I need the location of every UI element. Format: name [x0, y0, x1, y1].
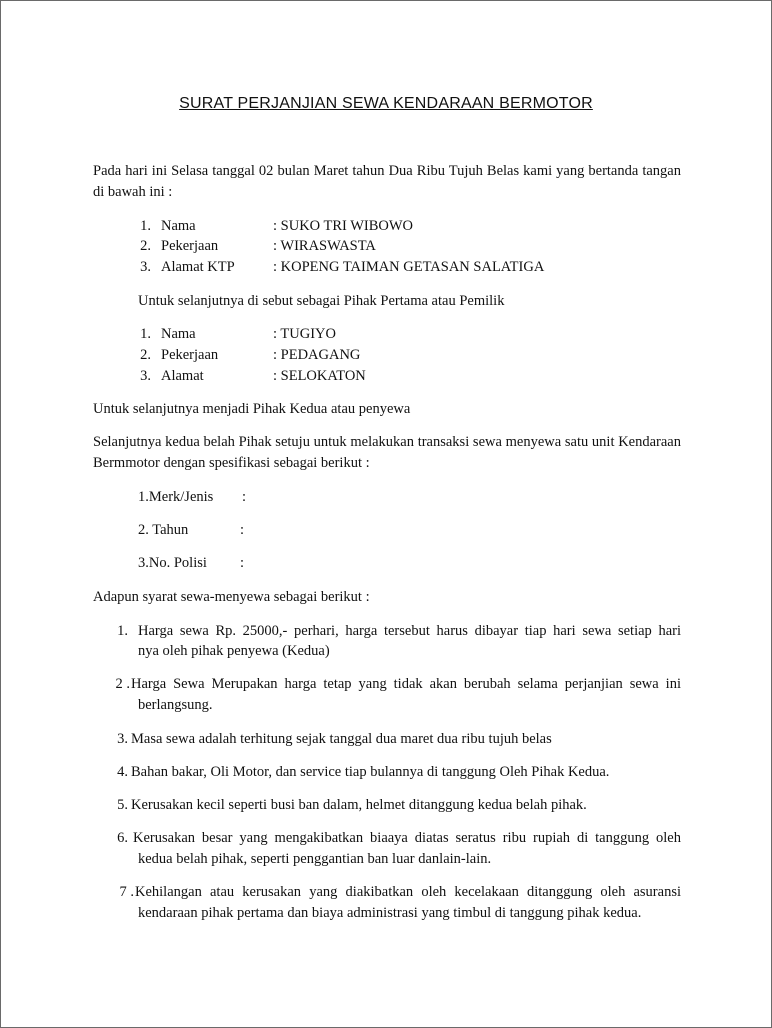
term-text-6: Kerusakan besar yang mengakibatkan biaaya diatas seratus ribu rupiah di tanggung oleh	[133, 830, 681, 846]
term-text-2b: berlangsung.	[138, 697, 213, 713]
party2-label-2: Pekerjaan	[161, 347, 219, 363]
party2-note: Untuk selanjutnya menjadi Pihak Kedua atau penyewa	[93, 401, 411, 417]
party1-num-3: 3.	[140, 259, 151, 275]
party1-note: Untuk selanjutnya di sebut sebagai Pihak Pertama atau Pemilik	[138, 293, 505, 309]
vehicle-colon-1: :	[242, 489, 247, 505]
party2-label-1: Nama	[161, 326, 196, 342]
document-title: SURAT PERJANJIAN SEWA KENDARAAN BERMOTOR	[179, 95, 593, 112]
party1-label-2: Pekerjaan	[161, 238, 219, 254]
term-num-6: 6.	[117, 830, 128, 846]
term-text-7b: kendaraan pihak pertama dan biaya administrasi yang timbul di tanggung pihak kedua.	[138, 905, 642, 921]
term-text-1b: nya oleh pihak penyewa (Kedua)	[138, 643, 330, 659]
party1-label-1: Nama	[161, 218, 196, 234]
term-text-3: Masa sewa adalah terhitung sejak tanggal dua maret dua ribu tujuh belas	[131, 731, 552, 747]
vehicle-colon-3: :	[240, 555, 245, 571]
party1-num-2: 2.	[140, 238, 151, 254]
party1-value-1: : SUKO TRI WIBOWO	[273, 218, 414, 234]
terms-intro: Adapun syarat sewa-menyewa sebagai berikut :	[93, 589, 370, 605]
party1-value-2: : WIRASWASTA	[273, 238, 376, 254]
party2-value-1: : TUGIYO	[273, 326, 336, 342]
term-num-2: 2 .	[115, 676, 130, 692]
vehicle-label-1: 1.Merk/Jenis	[138, 489, 214, 505]
term-text-5: Kerusakan kecil seperti busi ban dalam, helmet ditanggung kedua belah pihak.	[131, 797, 587, 813]
party2-label-3: Alamat	[161, 368, 204, 384]
term-num-7: 7 .	[119, 884, 134, 900]
agreement-paragraph: Selanjutnya kedua belah Pihak setuju untuk melakukan transaksi sewa menyewa satu unit Kendaraan Bermmotor dengan spesifikasi sebagai berikut :	[93, 434, 681, 471]
vehicle-colon-2: :	[240, 522, 245, 538]
term-text-6b: kedua belah pihak, seperti penggantian ban luar danlain-lain.	[138, 851, 492, 867]
party2-num-3: 3.	[140, 368, 151, 384]
term-num-3: 3.	[117, 731, 128, 747]
party2-value-3: : SELOKATON	[273, 368, 366, 384]
term-text-1: Harga sewa Rp. 25000,- perhari, harga tersebut harus dibayar tiap hari sewa setiap hari	[138, 623, 681, 639]
term-num-4: 4.	[117, 764, 128, 780]
term-text-7: Kehilangan atau kerusakan yang diakibatkan oleh kecelakaan ditanggung oleh asuransi	[135, 884, 681, 900]
party1-label-3: Alamat KTP	[161, 259, 235, 275]
party1-value-3: : KOPENG TAIMAN GETASAN SALATIGA	[273, 259, 545, 275]
party2-num-2: 2.	[140, 347, 151, 363]
term-num-5: 5.	[117, 797, 128, 813]
intro-paragraph: Pada hari ini Selasa tanggal 02 bulan Maret tahun Dua Ribu Tujuh Belas kami yang bertanda tangan di bawah ini :	[93, 163, 681, 200]
party1-num-1: 1.	[140, 218, 151, 234]
vehicle-label-2: 2. Tahun	[138, 522, 189, 538]
party2-value-2: : PEDAGANG	[273, 347, 361, 363]
party2-num-1: 1.	[140, 326, 151, 342]
term-text-4: Bahan bakar, Oli Motor, dan service tiap bulannya di tanggung Oleh Pihak Kedua.	[131, 764, 610, 780]
term-text-2: Harga Sewa Merupakan harga tetap yang tidak akan berubah selama perjanjian sewa ini	[131, 676, 681, 692]
vehicle-label-3: 3.No. Polisi	[138, 555, 207, 571]
term-num-1: 1.	[117, 623, 128, 639]
